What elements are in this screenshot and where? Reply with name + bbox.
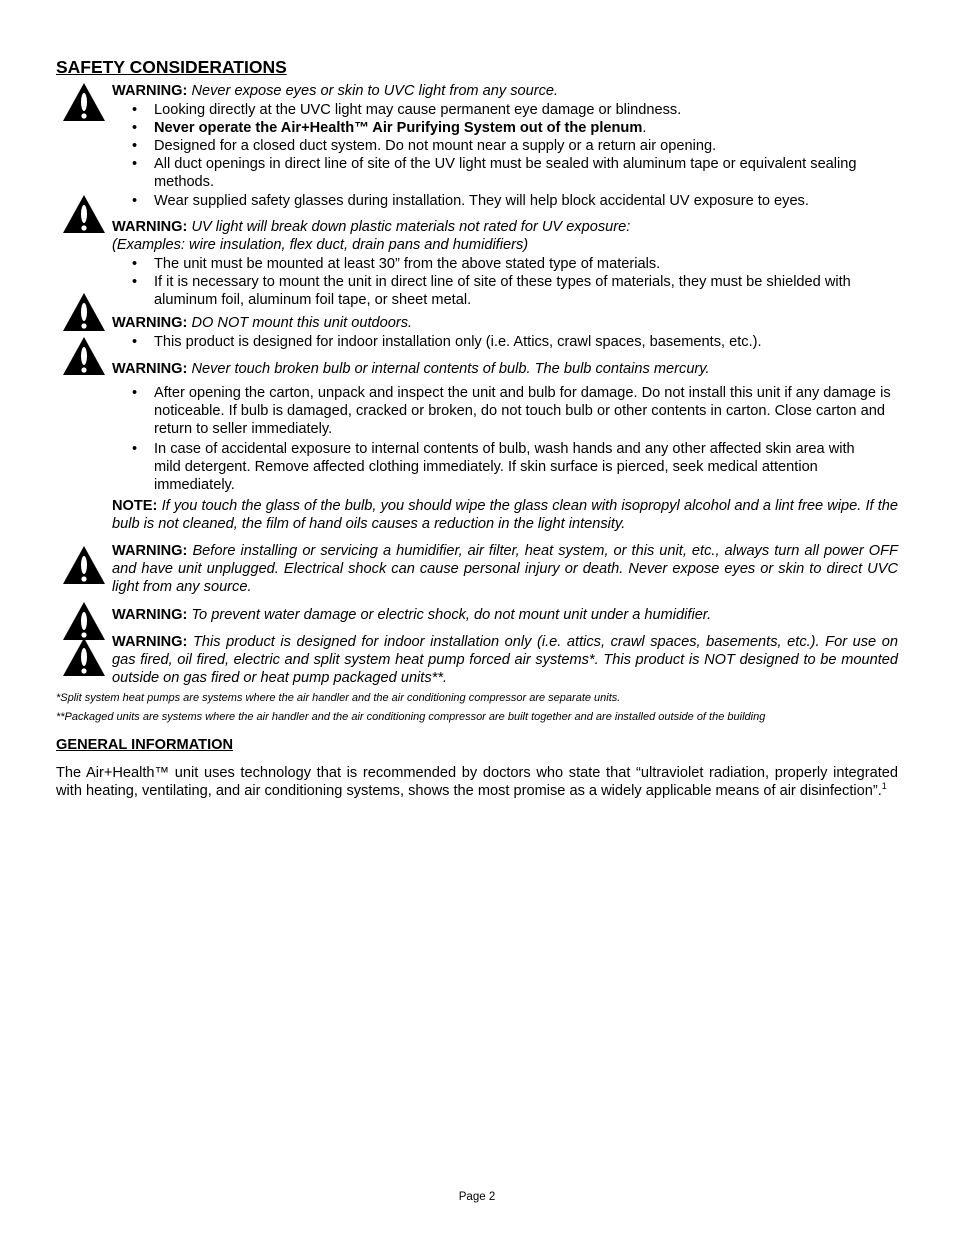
warning-triangle-icon <box>62 336 106 376</box>
list-item: • This product is designed for indoor installation only (i.e. Attics, crawl spaces, basements, etc.). <box>132 334 762 350</box>
warning-1 <box>112 82 898 100</box>
warning-text: (Examples: wire insulation, flex duct, drain pans and humidifiers) <box>112 237 529 253</box>
warning-5 <box>112 542 898 596</box>
section-title-safety: SAFETY CONSIDERATIONS <box>56 57 287 77</box>
warning-4-list <box>112 384 898 494</box>
warning-3-list <box>112 333 898 351</box>
warning-7 <box>112 633 898 687</box>
note-label: NOTE: <box>112 498 158 514</box>
list-item: • Never operate the Air+Health™ Air Purifying System out of the plenum. <box>132 120 647 136</box>
footnote-split-system: *Split system heat pumps are systems where the air handler and the air conditioning compressor are separate units. <box>56 692 621 704</box>
warning-6 <box>112 606 898 624</box>
warning-triangle-icon <box>62 292 106 332</box>
footnote-packaged-units: **Packaged units are systems where the air handler and the air conditioning compressor are built together and are installed outside of the building <box>56 711 766 723</box>
warning-text: Never expose eyes or skin to UVC light from any source. <box>191 83 559 99</box>
warning-text: DO NOT mount this unit outdoors. <box>191 315 413 331</box>
warning-3 <box>112 314 898 332</box>
warning-text: To prevent water damage or electric shock, do not mount unit under a humidifier. <box>191 607 712 623</box>
list-item: • Wear supplied safety glasses during installation. They will help block accidental UV exposure to eyes. <box>132 193 809 209</box>
note-text: If you touch the glass of the bulb, you should wipe the glass clean with isopropyl alcohol and a lint free wipe. If the bulb is not cleaned, the film of hand oils causes a reduction in the light intensity. <box>112 498 898 532</box>
list-item: • The unit must be mounted at least 30” from the above stated type of materials. <box>132 256 661 272</box>
warning-label: WARNING: <box>112 219 188 235</box>
list-item: • If it is necessary to mount the unit in direct line of site of these types of materials, they must be shielded with aluminum foil, aluminum foil tape, or sheet metal. <box>132 274 851 308</box>
warning-1-list <box>112 101 898 210</box>
list-item: • After opening the carton, unpack and inspect the unit and bulb for damage. Do not install this unit if any damage is noticeable. If bulb is damaged, cracked or broken, do not touch bulb or other contents in carton. Close carton and return to seller immediately. <box>132 385 891 437</box>
list-item: • Designed for a closed duct system. Do not mount near a supply or a return air opening. <box>132 138 717 154</box>
warning-text: UV light will break down plastic materials not rated for UV exposure: <box>191 219 631 235</box>
list-item: • Looking directly at the UVC light may cause permanent eye damage or blindness. <box>132 102 682 118</box>
warning-triangle-icon <box>62 194 106 234</box>
list-item: • In case of accidental exposure to internal contents of bulb, wash hands and any other affected skin area with mild detergent. Remove affected clothing immediately. If skin surface is pierced, seek medical attention immediately. <box>132 441 855 493</box>
warning-label: WARNING: <box>112 634 188 650</box>
section-title-general: GENERAL INFORMATION <box>56 737 234 753</box>
warning-label: WARNING: <box>112 361 188 377</box>
note <box>112 497 898 533</box>
warning-triangle-icon <box>62 82 106 122</box>
warning-label: WARNING: <box>112 83 188 99</box>
list-item: • All duct openings in direct line of site of the UV light must be sealed with aluminum tape or equivalent sealing methods. <box>132 156 857 190</box>
warning-label: WARNING: <box>112 315 188 331</box>
warning-label: WARNING: <box>112 607 188 623</box>
general-paragraph: The Air+Health™ unit uses technology that is recommended by doctors who state that “ultraviolet radiation, properly integrated with heating, ventilating, and air conditioning systems, shows the most promise as a widely applicable means of air disinfection”.$^1$ <box>56 765 898 799</box>
warning-label: WARNING: <box>112 543 188 559</box>
warning-2 <box>112 218 898 254</box>
warning-triangle-icon <box>62 601 106 641</box>
warning-text: This product is designed for indoor installation only (i.e. attics, crawl spaces, basements, etc.). For use on gas fired, oil fired, electric and split system heat pump forced air systems*. This product is NOT designed to be mounted outside on gas fired or heat pump packaged units**. <box>112 634 898 686</box>
warning-text: Before installing or servicing a humidifier, air filter, heat system, or this unit, etc., always turn all power OFF and have unit unplugged. Electrical shock can cause personal injury or death. Never expose eyes or skin to direct UVC light from any source. <box>112 543 898 595</box>
warning-4 <box>112 360 898 378</box>
warning-text: Never touch broken bulb or internal contents of bulb. The bulb contains mercury. <box>191 361 710 377</box>
warning-triangle-icon <box>62 637 106 677</box>
warning-2-list <box>112 255 898 309</box>
footnote-ref: 1 <box>881 781 887 792</box>
warning-triangle-icon <box>62 545 106 585</box>
page-number: Page 2 <box>458 1191 496 1203</box>
